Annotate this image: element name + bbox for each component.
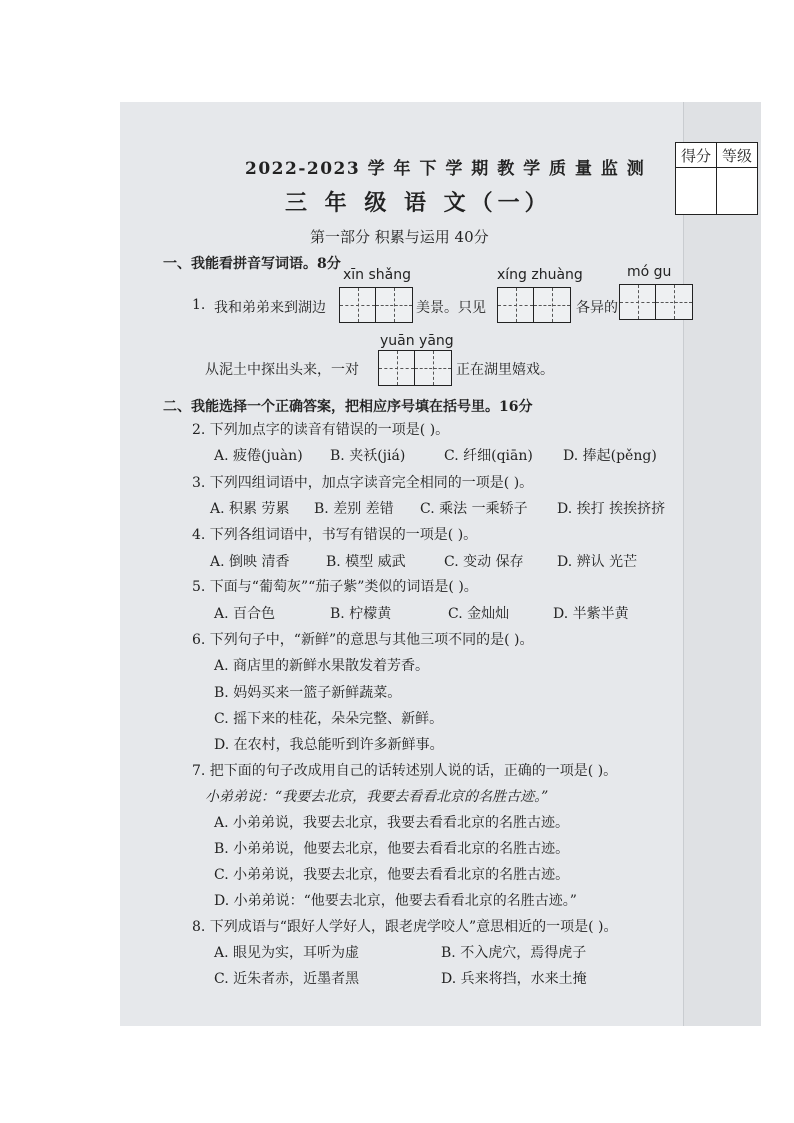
option-c: C. 纤细(qiān) xyxy=(444,448,533,464)
answer-cell[interactable] xyxy=(534,288,570,322)
answer-cell[interactable] xyxy=(620,285,656,319)
pinyin-1: xīn shǎng xyxy=(343,267,412,283)
answer-boxes-4[interactable] xyxy=(378,350,452,386)
grade-cell[interactable] xyxy=(717,168,758,215)
answer-cell[interactable] xyxy=(415,351,451,385)
option-d: D. 辨认 光芒 xyxy=(557,554,638,570)
option-b: B. 妈妈买来一篮子新鲜蔬菜。 xyxy=(214,685,402,701)
pinyin-2: xíng zhuàng xyxy=(497,267,583,283)
answer-boxes-1[interactable] xyxy=(339,287,413,323)
grade-header: 等级 xyxy=(717,143,758,168)
q1-number: 1. xyxy=(192,297,206,313)
answer-cell[interactable] xyxy=(656,285,692,319)
option-b: B. 小弟弟说，他要去北京，他要去看看北京的名胜古迹。 xyxy=(214,841,570,857)
option-a: A. 眼见为实，耳听为虚 xyxy=(214,945,360,961)
option-c: C. 近朱者赤，近墨者黑 xyxy=(214,971,360,987)
answer-cell[interactable] xyxy=(498,288,534,322)
option-a: A. 百合色 xyxy=(214,606,276,622)
question-stem: 5. 下面与“葡萄灰”“茄子紫”类似的词语是( )。 xyxy=(192,579,478,595)
option-a: A. 商店里的新鲜水果散发着芳香。 xyxy=(214,658,430,674)
q1-text-e: 正在湖里嬉戏。 xyxy=(456,362,554,378)
option-d: D. 挨打 挨挨挤挤 xyxy=(557,501,666,517)
option-d: D. 半紫半黄 xyxy=(553,606,629,622)
option-a: A. 倒映 清香 xyxy=(210,554,290,570)
option-b: B. 模型 威武 xyxy=(326,554,406,570)
option-c: C. 变动 保存 xyxy=(444,554,524,570)
score-table xyxy=(675,142,758,215)
option-b: B. 不入虎穴，焉得虎子 xyxy=(441,945,587,961)
answer-cell[interactable] xyxy=(340,288,376,322)
section2-heading: 二、我能选择一个正确答案，把相应序号填在括号里。16分 xyxy=(163,399,533,415)
option-c: C. 金灿灿 xyxy=(448,606,510,622)
option-b: B. 柠檬黄 xyxy=(330,606,392,622)
option-b: B. 夹袄(jiá) xyxy=(330,448,406,464)
q1-text-d: 从泥土中探出头来，一对 xyxy=(205,362,359,378)
option-a: A. 小弟弟说，我要去北京，我要去看看北京的名胜古迹。 xyxy=(214,815,570,831)
option-d: D. 在农村，我总能听到许多新鲜事。 xyxy=(214,737,444,753)
question-stem: 2. 下列加点字的读音有错误的一项是( )。 xyxy=(192,422,450,438)
paper-fold-edge xyxy=(683,102,761,1026)
pinyin-3: mó gu xyxy=(627,264,672,280)
answer-boxes-3[interactable] xyxy=(619,284,693,320)
option-d: D. 小弟弟说：“他要去北京，他要去看看北京的名胜古迹。” xyxy=(214,893,577,909)
question-stem: 3. 下列四组词语中，加点字读音完全相同的一项是( )。 xyxy=(192,475,534,491)
answer-boxes-2[interactable] xyxy=(497,287,571,323)
option-a: A. 积累 劳累 xyxy=(210,501,290,517)
option-c: C. 摇下来的桂花，朵朵完整、新鲜。 xyxy=(214,711,444,727)
q1-text-b: 美景。只见 xyxy=(416,300,486,316)
answer-cell[interactable] xyxy=(379,351,415,385)
score-cell[interactable] xyxy=(676,168,717,215)
q1-text-c: 各异的 xyxy=(576,300,618,316)
option-d: D. 兵来将挡，水来土掩 xyxy=(441,971,587,987)
answer-cell[interactable] xyxy=(376,288,412,322)
question-stem: 6. 下列句子中，“新鲜”的意思与其他三项不同的是( )。 xyxy=(192,632,534,648)
score-header: 得分 xyxy=(676,143,717,168)
part-heading: 第一部分 积累与运用 40分 xyxy=(310,228,489,246)
option-d: D. 捧起(pěng) xyxy=(563,448,657,464)
exam-title-year: 2022-2023 学 年 下 学 期 教 学 质 量 监 测 xyxy=(245,159,646,179)
question-stem: 7. 把下面的句子改成用自己的话转述别人说的话，正确的一项是( )。 xyxy=(192,763,618,779)
quote-sentence: 小弟弟说：“我要去北京，我要去看看北京的名胜古迹。” xyxy=(205,789,549,805)
option-c: C. 乘法 一乘轿子 xyxy=(420,501,528,517)
option-c: C. 小弟弟说，我要去北京，他要去看看北京的名胜古迹。 xyxy=(214,867,570,883)
question-stem: 8. 下列成语与“跟好人学好人，跟老虎学咬人”意思相近的一项是( )。 xyxy=(192,919,618,935)
q1-text-a: 我和弟弟来到湖边 xyxy=(214,300,326,316)
option-b: B. 差别 差错 xyxy=(314,501,394,517)
question-stem: 4. 下列各组词语中，书写有错误的一项是( )。 xyxy=(192,527,478,543)
exam-title-main: 三 年 级 语 文（一） xyxy=(285,190,552,216)
option-a: A. 疲倦(juàn) xyxy=(214,448,303,464)
section1-heading: 一、我能看拼音写词语。8分 xyxy=(163,256,341,272)
pinyin-4: yuān yāng xyxy=(380,333,454,349)
